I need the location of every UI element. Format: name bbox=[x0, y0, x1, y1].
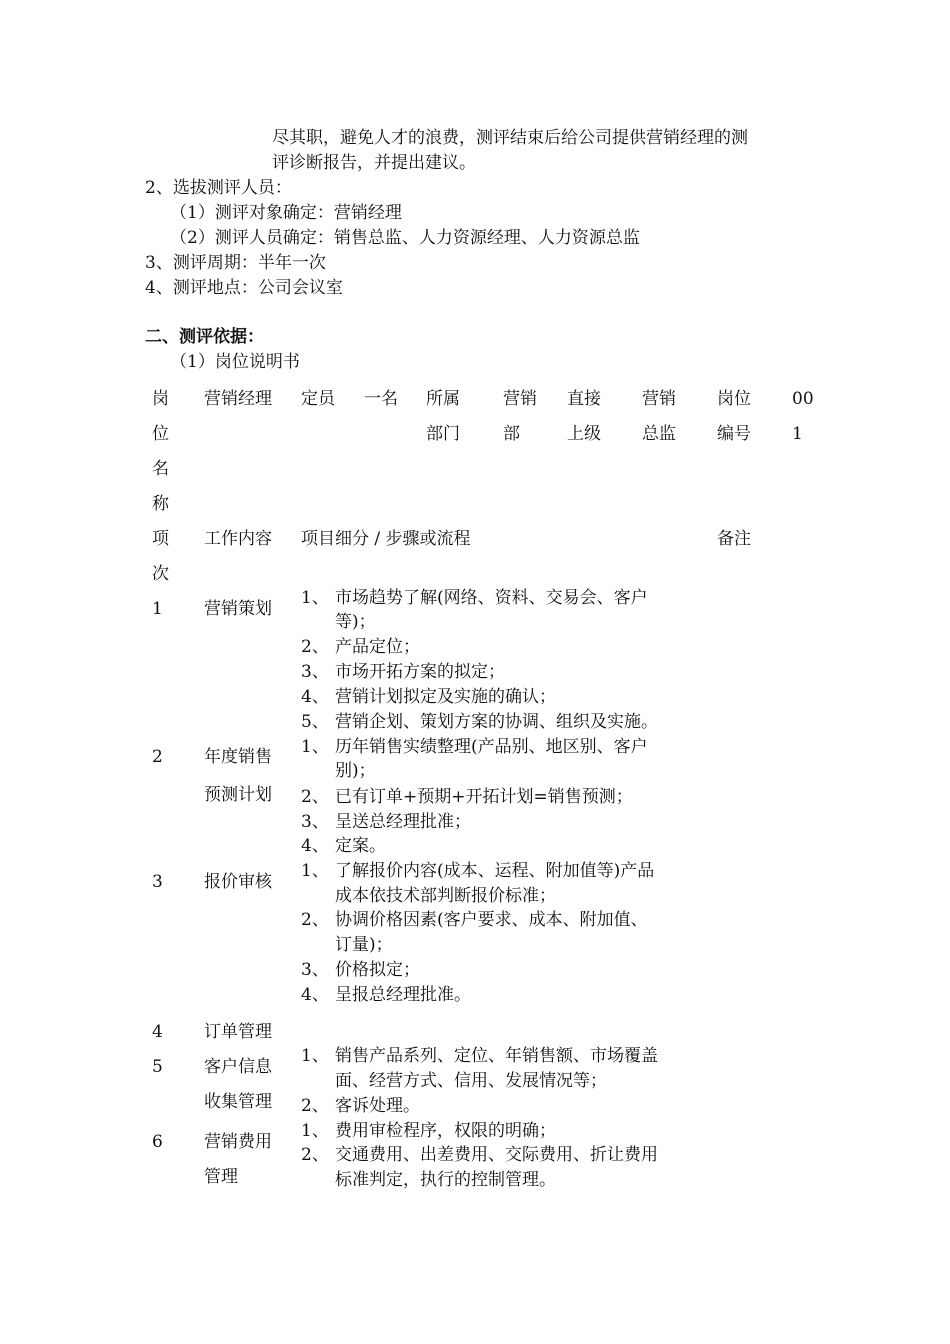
row-work-1: 营销费用 bbox=[204, 1132, 272, 1152]
row-no: 3 bbox=[152, 872, 163, 892]
step-item: 4、 定案。 bbox=[301, 836, 386, 856]
step-item: 1、 费用审检程序，权限的明确； bbox=[301, 1121, 556, 1141]
col-item-no-2: 次 bbox=[152, 564, 169, 584]
step-item: 2、 已有订单+预期+开拓计划=销售预测； bbox=[301, 787, 633, 807]
row-work: 报价审核 bbox=[204, 872, 272, 892]
col-item-no-1: 项 bbox=[152, 529, 169, 549]
post-name-label-4: 称 bbox=[152, 494, 169, 514]
step-item: 1、 了解报价内容(成本、运程、附加值等)产品 bbox=[301, 861, 655, 881]
dept-label-2: 部门 bbox=[426, 424, 460, 444]
row-no: 4 bbox=[152, 1022, 163, 1042]
dept-value-2: 部 bbox=[503, 424, 520, 444]
post-no-label-2: 编号 bbox=[717, 424, 751, 444]
row-work-1: 客户信息 bbox=[204, 1057, 272, 1077]
superior-label-1: 直接 bbox=[567, 389, 601, 409]
row-no: 1 bbox=[152, 599, 163, 619]
headcount-value: 一名 bbox=[364, 389, 398, 409]
post-name-label-1: 岗 bbox=[152, 389, 169, 409]
superior-label-2: 上级 bbox=[567, 424, 601, 444]
row-work: 营销策划 bbox=[204, 599, 272, 619]
step-item: 5、 营销企划、策划方案的协调、组织及实施。 bbox=[301, 712, 658, 732]
section-title-basis: 二、测评依据： bbox=[145, 327, 264, 347]
step-item: 1、 市场趋势了解(网络、资料、交易会、客户 bbox=[301, 588, 648, 608]
row-no: 2 bbox=[152, 747, 163, 767]
step-continuation: 成本依技术部判断报价标准； bbox=[335, 886, 556, 906]
step-item: 2、 协调价格因素(客户要求、成本、附加值、 bbox=[301, 910, 648, 930]
dept-label-1: 所属 bbox=[426, 389, 460, 409]
step-item: 3、 价格拟定； bbox=[301, 960, 420, 980]
row-work: 订单管理 bbox=[204, 1022, 272, 1042]
step-item: 2、 产品定位； bbox=[301, 637, 420, 657]
post-no-value-1: 00 bbox=[792, 389, 814, 409]
step-item: 2、 客诉处理。 bbox=[301, 1096, 420, 1116]
step-item: 1、 销售产品系列、定位、年销售额、市场覆盖 bbox=[301, 1046, 658, 1066]
step-continuation: 别)； bbox=[335, 761, 376, 781]
intro-line-2: 评诊断报告，并提出建议。 bbox=[272, 153, 476, 173]
item-evaluation-location: 4、测评地点：公司会议室 bbox=[145, 278, 343, 298]
item-select-evaluators: 2、选拔测评人员： bbox=[145, 178, 292, 198]
step-item: 3、 市场开拓方案的拟定； bbox=[301, 662, 505, 682]
row-work-2: 收集管理 bbox=[204, 1092, 272, 1112]
step-continuation: 等)； bbox=[335, 612, 376, 632]
headcount-label: 定员 bbox=[301, 389, 335, 409]
dept-value-1: 营销 bbox=[503, 389, 537, 409]
step-item: 4、 营销计划拟定及实施的确认； bbox=[301, 687, 556, 707]
row-work-2: 管理 bbox=[204, 1167, 238, 1187]
post-name-label-2: 位 bbox=[152, 424, 169, 444]
col-work: 工作内容 bbox=[204, 529, 272, 549]
sub-evaluators: （2）测评人员确定：销售总监、人力资源经理、人力资源总监 bbox=[170, 228, 640, 248]
step-item: 1、 历年销售实绩整理(产品别、地区别、客户 bbox=[301, 737, 648, 757]
step-item: 2、 交通费用、出差费用、交际费用、折让费用 bbox=[301, 1145, 658, 1165]
step-continuation: 标准判定，执行的控制管理。 bbox=[335, 1170, 556, 1190]
post-name-value: 营销经理 bbox=[204, 389, 272, 409]
post-no-label-1: 岗位 bbox=[717, 389, 751, 409]
step-item: 3、 呈送总经理批准； bbox=[301, 812, 471, 832]
row-work-1: 年度销售 bbox=[204, 747, 272, 767]
step-continuation: 面、经营方式、信用、发展情况等； bbox=[335, 1071, 607, 1091]
superior-value-2: 总监 bbox=[642, 424, 676, 444]
item-evaluation-cycle: 3、测评周期：半年一次 bbox=[145, 253, 326, 273]
row-no: 6 bbox=[152, 1132, 163, 1152]
post-no-value-2: 1 bbox=[792, 424, 803, 444]
step-item: 4、 呈报总经理批准。 bbox=[301, 985, 471, 1005]
col-remark: 备注 bbox=[717, 529, 751, 549]
row-no: 5 bbox=[152, 1057, 163, 1077]
sub-job-description: （1）岗位说明书 bbox=[170, 352, 300, 372]
sub-evaluation-target: （1）测评对象确定：营销经理 bbox=[170, 203, 402, 223]
post-name-label-3: 名 bbox=[152, 459, 169, 479]
step-continuation: 订量)； bbox=[335, 935, 393, 955]
intro-line-1: 尽其职，避免人才的浪费，测评结束后给公司提供营销经理的测 bbox=[272, 128, 748, 148]
superior-value-1: 营销 bbox=[642, 389, 676, 409]
row-work-2: 预测计划 bbox=[204, 785, 272, 805]
col-detail: 项目细分 / 步骤或流程 bbox=[301, 529, 471, 549]
